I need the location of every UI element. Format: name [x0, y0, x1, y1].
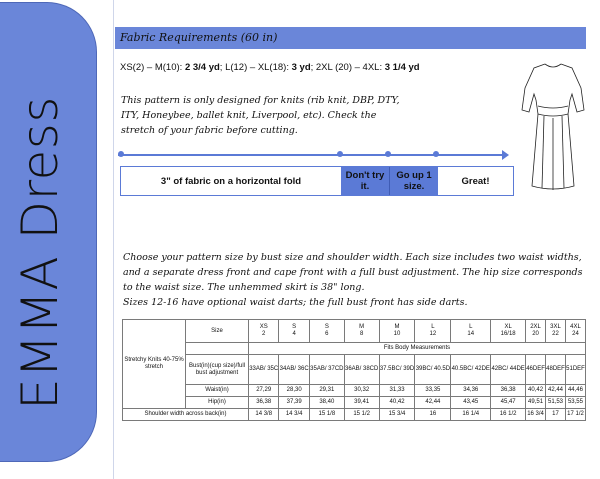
shoulder-cell: 16 3/4	[526, 409, 546, 421]
pattern-note: This pattern is only designed for knits (rib knit, DBP, DTY, ITY, Honeybee, ballet knit, Liverpool, etc). Check the stretch of your fabric before cutting.	[121, 95, 400, 136]
size-cell: 4XL 24	[565, 320, 585, 343]
yardage-value-2: 3 yd	[291, 62, 311, 73]
waist-cell: 42,44	[546, 385, 566, 397]
stretch-dot	[385, 151, 391, 157]
shoulder-cell: 15 3/4	[379, 409, 415, 421]
size-cell: L 14	[451, 320, 491, 343]
waist-cell: 27,29	[249, 385, 279, 397]
stretch-label: Stretchy Knits 40-75% stretch	[123, 320, 186, 409]
hip-cell: 51,53	[546, 397, 566, 409]
fabric-header	[115, 27, 586, 49]
size-cell: S 6	[309, 320, 344, 343]
waist-cell: 29,31	[309, 385, 344, 397]
size-cell: XL 16/18	[491, 320, 526, 343]
shoulder-cell: 15 1/8	[309, 409, 344, 421]
go-up-label: Go up 1 size.	[389, 167, 438, 195]
stretch-dot	[337, 151, 343, 157]
yardage-value-1: 2 3/4 yd	[184, 62, 220, 73]
waist-cell: 28,30	[279, 385, 309, 397]
bust-cell: 36AB/ 38CD	[344, 355, 379, 385]
size-header: Size	[186, 320, 249, 343]
yardage-label-3: ; 2XL (20) – 4XL:	[310, 62, 385, 73]
fits-header: Fits Body Measurements	[249, 343, 586, 355]
hip-cell: 37,39	[279, 397, 309, 409]
shoulder-cell: 17 1/2	[565, 409, 585, 421]
yardage-label-1: XS(2) – M(10):	[120, 62, 185, 73]
waist-cell: 36,38	[491, 385, 526, 397]
dont-try-label: Don't try it.	[341, 167, 389, 195]
bust-cell: 51DEF	[565, 355, 585, 385]
waist-cell: 31,33	[379, 385, 415, 397]
bust-cell: 35AB/ 37CD	[309, 355, 344, 385]
bust-cell: 42BC/ 44DE	[491, 355, 526, 385]
size-cell: S 4	[279, 320, 309, 343]
shoulder-cell: 16	[415, 409, 451, 421]
bust-cell: 48DEF	[546, 355, 566, 385]
sidebar	[0, 0, 114, 479]
dress-illustration	[512, 58, 594, 198]
darts-note: Sizes 12-16 have optional waist darts; the full bust front has side darts.	[123, 297, 468, 308]
waist-cell: 30,32	[344, 385, 379, 397]
stretch-dot	[433, 151, 439, 157]
size-table	[122, 319, 586, 421]
size-cell: XS 2	[249, 320, 279, 343]
fold-label: 3" of fabric on a horizontal fold	[160, 175, 302, 187]
yardage-value-3: 3 1/4 yd	[384, 62, 420, 73]
dress-title: EMMA Dress	[11, 96, 69, 410]
size-cell: L 12	[415, 320, 451, 343]
hip-cell: 43,45	[451, 397, 491, 409]
waist-cell: 40,42	[526, 385, 546, 397]
waist-cell: 34,36	[451, 385, 491, 397]
waist-cell: 44,46	[565, 385, 585, 397]
great-label: Great!	[461, 175, 490, 187]
yardage-line	[120, 62, 420, 73]
size-cell: 3XL 22	[546, 320, 566, 343]
bust-label: Bust(in)(cup size)/full bust adjustment	[186, 355, 249, 385]
size-cell: M 8	[344, 320, 379, 343]
bust-cell: 33AB/ 35C	[249, 355, 279, 385]
waist-label: Waist(in)	[186, 385, 249, 397]
hip-cell: 40,42	[379, 397, 415, 409]
shoulder-cell: 16 1/2	[491, 409, 526, 421]
bust-cell: 39BC/ 40.5D	[415, 355, 451, 385]
hip-label: Hip(in)	[186, 397, 249, 409]
bust-cell: 34AB/ 36C	[279, 355, 309, 385]
hip-cell: 42,44	[415, 397, 451, 409]
hip-cell: 39,41	[344, 397, 379, 409]
size-instructions: Choose your pattern size by bust size and shoulder width. Each size includes two waist widths, and a separate dress front and cape front with a full bust adjustment. The hip size corresponds to the waist size. The unhemmed skirt is 38" long.	[123, 252, 583, 293]
hip-cell: 45,47	[491, 397, 526, 409]
yardage-label-2: ; L(12) – XL(18):	[219, 62, 292, 73]
size-note	[123, 250, 583, 310]
hip-cell: 49,51	[526, 397, 546, 409]
fabric-title: Fabric Requirements (60 in)	[120, 31, 278, 44]
shoulder-cell: 16 1/4	[451, 409, 491, 421]
size-cell: 2XL 20	[526, 320, 546, 343]
hip-cell: 53,55	[565, 397, 585, 409]
hip-cell: 36,38	[249, 397, 279, 409]
title-tab	[0, 2, 97, 462]
hip-cell: 38,40	[309, 397, 344, 409]
stretch-dot	[118, 151, 124, 157]
waist-cell: 33,35	[415, 385, 451, 397]
shoulder-cell: 17	[546, 409, 566, 421]
shoulder-cell: 14 3/8	[249, 409, 279, 421]
shoulder-label: Shoulder width across back(in)	[123, 409, 249, 421]
shoulder-cell: 15 1/2	[344, 409, 379, 421]
stretch-line	[118, 154, 503, 156]
shoulder-cell: 14 3/4	[279, 409, 309, 421]
bust-cell: 37.5BC/ 39D	[379, 355, 415, 385]
size-cell: M 10	[379, 320, 415, 343]
stretch-guide	[120, 166, 514, 196]
bust-cell: 40.5BC/ 42DE	[451, 355, 491, 385]
empty-cell	[186, 343, 249, 355]
bust-cell: 46DEF	[526, 355, 546, 385]
